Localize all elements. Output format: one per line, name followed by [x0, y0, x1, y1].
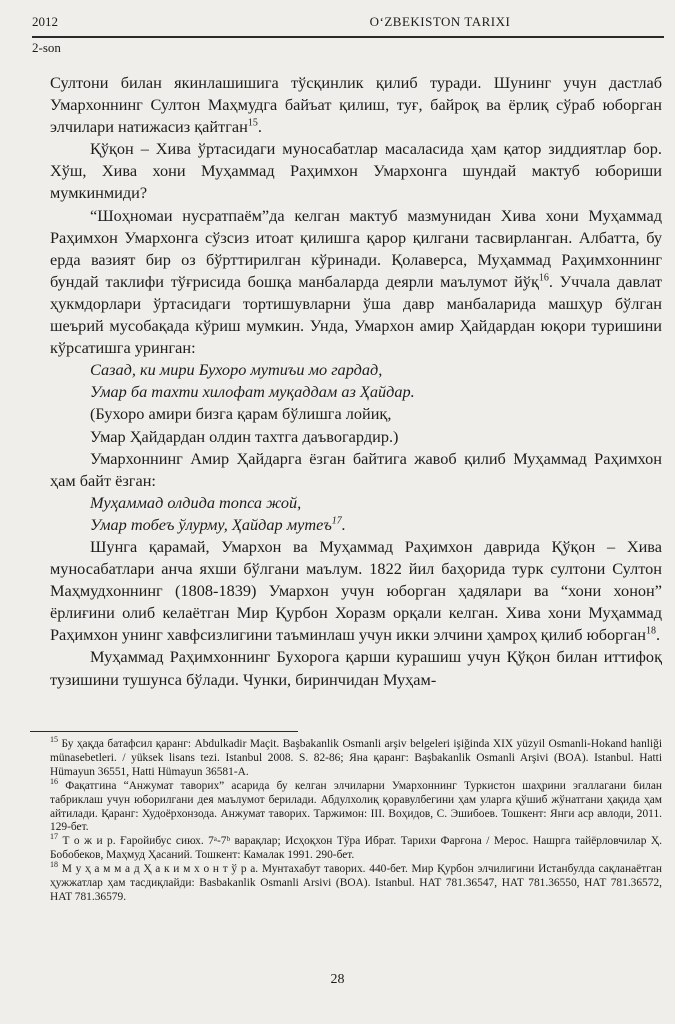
footnote-text: Фақатгина “Анжумат таворих” асарида бу келган элчиларни Умархоннинг Туркистон шаҳрини эгаллагани билан табриклаш учун юборилгани дея маълумот берилади. Абдулхолиқ қоравулбегини ҳам уларга қўшиб жўнатгани ҳақида ҳам айтилади. Қаранг: Худоёрхонзода. Анжумат таворих. Таржимон: III. Воҳидов, С. Эшибоев. Тошкент: Янги аср авлоди, 2011. 129-бет.	[50, 779, 662, 834]
text-run: Қўқон – Хива ўртасидаги муносабатлар масаласида ҳам қатор зиддиятлар бор. Хўш, Хива хони Муҳаммад Раҳимхон Умархонга шундай мактуб юбориши мумкинмиди?	[50, 139, 662, 203]
header-journal-title: O‘ZBEKISTON TARIXI	[369, 14, 511, 29]
footnote-number: 15	[50, 735, 58, 745]
text-run: “Шоҳномаи нусратпаём”да келган мактуб мазмунидан Хива хони Муҳаммад Раҳимхон Умархонга сўзсиз итоат қилишга қарор қилгани тасвирланган. Албатта, бу ерда вазият бир оз бўрттирилган кўринади. Қолаверса, Муҳаммад Раҳимхоннинг бундай таклифи тўғрисида бошқа манбаларда деярли маълумот йўқ	[50, 205, 662, 291]
verse-line	[50, 403, 662, 425]
paragraph	[50, 138, 662, 204]
footnote-ref: 17	[331, 515, 342, 527]
text-run: .	[341, 514, 346, 534]
footnote-ref: 15	[247, 117, 258, 129]
footnote-text: Бу ҳақда батафсил қаранг: Abdulkadir Maçit. Başbakanlik Osmanli arşiv belgeleri işiğinda XIX yüzyil Osmanli-Hokand hanliği münasebetleri. / yüksek lisans tezi. Istanbul 2008. S. 82-86; Яна қаранг: Başbakanlik Osmanli Arşivi (BOA). Istanbul. Hatti Hümayun 36551, Hatti Hümayun 36581-A.	[50, 738, 662, 778]
text-run: Муҳаммад Раҳимхоннинг Бухорога қарши курашиш учун Қўқон билан иттифоқ тузишини тушунса бўлади. Чунки, биринчидан Муҳам-	[50, 647, 662, 689]
text-run: Умар Ҳайдардан олдин тахтга даъвогардир.)	[90, 426, 399, 446]
text-run: Султони билан якинлашишига тўсқинлик қилиб туради. Шунинг учун дастлаб Умархоннинг Султон Маҳмудга байъат қилиш, туғ, байроқ ва ёрлиқ сўраб юборган элчилари натижасиз қайтган	[50, 73, 662, 137]
footnote	[50, 860, 662, 905]
verse-line	[50, 492, 662, 514]
footnote-number: 18	[50, 860, 58, 870]
verse-line	[50, 359, 662, 381]
footnote-ref: 16	[538, 272, 549, 284]
text-run: .	[655, 625, 661, 645]
paragraph	[50, 205, 662, 360]
header-rule	[32, 36, 664, 38]
text-run: Умар тобеъ ўлурму, Ҳайдар мутеъ	[90, 514, 332, 534]
paragraph	[50, 448, 662, 492]
footnote	[50, 735, 662, 780]
paragraph	[50, 536, 662, 646]
footnote-text: Т о ж и р. Ғаройибус сиюх. 7ᵃ-7ᵇ варақлар; Исҳоқхон Тўра Ибрат. Тарихи Фарғона / Мерос. Нашрга тайёрловчилар Ҳ. Бобобеков, Маҳмуд Ҳасаний. Тошкент: Камалак 1991. 290-бет.	[50, 835, 662, 862]
footnotes	[50, 735, 662, 905]
text-run: (Бухоро амири бизга қарам бўлишга лойиқ,	[90, 404, 392, 424]
article-body	[50, 72, 662, 691]
footnote-number: 16	[50, 776, 58, 786]
text-run: . Уччала давлат ҳукмдорлари ўртасидаги тортишувларни ўша давр манбаларида машҳур бўлган шеърий мусобақада кўриш мумкин. Унда, Умархон амир Ҳайдардан юқори туришини кўрсатишга уринган:	[50, 271, 662, 358]
verse-line	[50, 381, 662, 403]
footnote-ref: 18	[645, 625, 656, 637]
footnote	[50, 776, 662, 836]
header-issue: 2-son	[32, 40, 61, 55]
footnote-number: 17	[50, 832, 58, 842]
verse-line	[50, 514, 662, 536]
text-run: Умар ба тахти хилофат муқаддам аз Ҳайдар.	[90, 382, 415, 402]
paragraph	[50, 646, 662, 690]
text-run: Муҳаммад олдида топса жой,	[90, 492, 302, 512]
footnote-separator	[30, 731, 298, 732]
page-number: 28	[330, 972, 345, 987]
verse-line	[50, 426, 662, 448]
text-run: .	[257, 117, 262, 137]
header-year: 2012	[32, 14, 58, 29]
footnote-text: М у ҳ а м м а д Ҳ а к и м х о н т ў р а. Мунтахабут таворих. 440-бет. Мир Қурбон элчилигини Истанбулда сақланаётган ҳужжатлар ҳам тасдиқлайди: Basbakanlik Osmanli Arsivi (BOA). Istanbul. HAT 781.36547, HAT 781.36550, HAT 781.36572, HAT 781.36579.	[50, 863, 662, 903]
text-run: Шунга қарамай, Умархон ва Муҳаммад Раҳимхон даврида Қўқон – Хива муносабатлари анча яхши бўлгани маълум. 1822 йил баҳорида турк султони Султон Маҳмудхоннинг (1808-1839) Умархон учун юборган ҳадялари ва “хони хонон” ёрлиғини олиб келаётган Мир Қурбон Хоразм орқали келган. Хива хони Муҳаммад Раҳимхон унинг хавфсизлигини таъминлаш учун икки элчини ҳамроҳ қилиб юборган	[50, 536, 662, 645]
text-run: Умархоннинг Амир Ҳайдарга ёзган байтига жавоб қилиб Муҳаммад Раҳимхон ҳам байт ёзган:	[50, 448, 662, 490]
footnote	[50, 832, 662, 863]
paragraph	[50, 72, 662, 138]
text-run: Сазад, ки мири Бухоро мутиъи мо гардад,	[90, 360, 383, 380]
